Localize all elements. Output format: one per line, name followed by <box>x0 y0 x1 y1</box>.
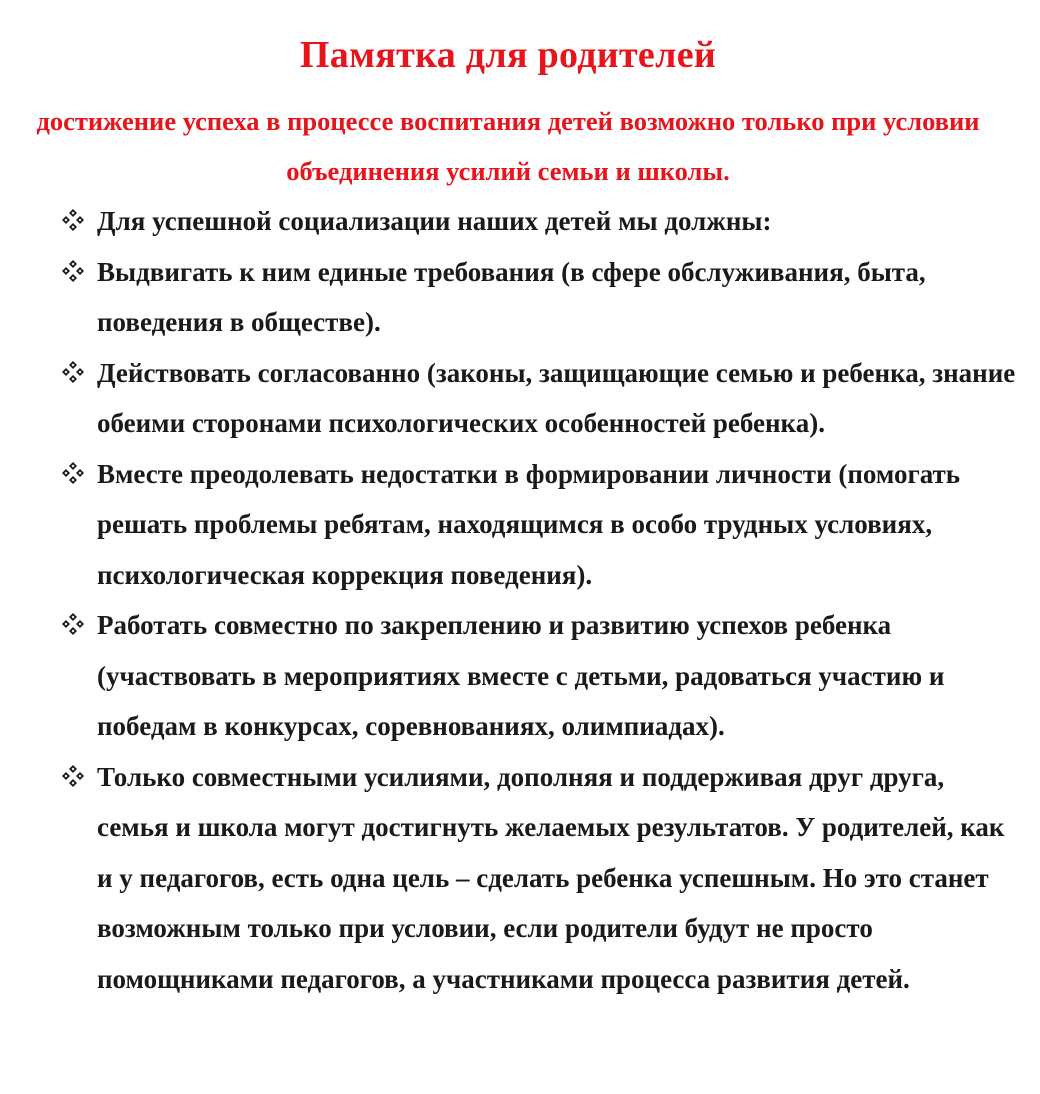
list-item-text: Работать совместно по закреплению и развитию успехов ребенка (участвовать в мероприятиях вместе с детьми, радоваться участию и победам в конкурсах, соревнованиях, олимпиадах). <box>97 610 945 741</box>
page-title: Памятка для родителей <box>299 34 717 76</box>
list-item-text: Вместе преодолевать недостатки в формировании личности (помогать решать проблемы ребятам, находящимся в особо трудных условиях, психологическая коррекция поведения). <box>97 458 961 590</box>
list-item-text: Для успешной социализации наших детей мы должны: <box>97 206 772 236</box>
list-item-text: Действовать согласованно (законы, защищающие семью и ребенка, знание обеими сторонами психологических особенностей ребенка). <box>97 357 1016 438</box>
list-item <box>60 449 1020 601</box>
list-item <box>60 196 1020 247</box>
four-diamond-bullet-icon <box>60 359 86 385</box>
four-diamond-bullet-icon <box>60 207 86 233</box>
four-diamond-bullet-icon <box>60 258 86 284</box>
list-item <box>60 348 1020 449</box>
list-item-text: Выдвигать к ним единые требования (в сфере обслуживания, быта, поведения в обществе). <box>97 256 926 337</box>
page-subtitle: достижение успеха в процессе воспитания детей возможно только при условии объединения усилий семьи и школы. <box>36 106 980 186</box>
four-diamond-bullet-icon <box>60 763 86 789</box>
list-item <box>60 752 1020 1005</box>
four-diamond-bullet-icon <box>60 460 86 486</box>
list-item <box>60 247 1020 348</box>
list-item <box>60 600 1020 752</box>
list-item-text: Только совместными усилиями, дополняя и поддерживая друг друга, семья и школа могут достигнуть желаемых результатов. У родителей, как и у педагогов, есть одна цель – сделать ребенка успешным. Но это станет возможным только при условии, если родители будут не просто помощниками педагогов, а участниками процесса развития детей. <box>97 761 1005 994</box>
bullet-list <box>60 196 1020 1004</box>
four-diamond-bullet-icon <box>60 611 86 637</box>
